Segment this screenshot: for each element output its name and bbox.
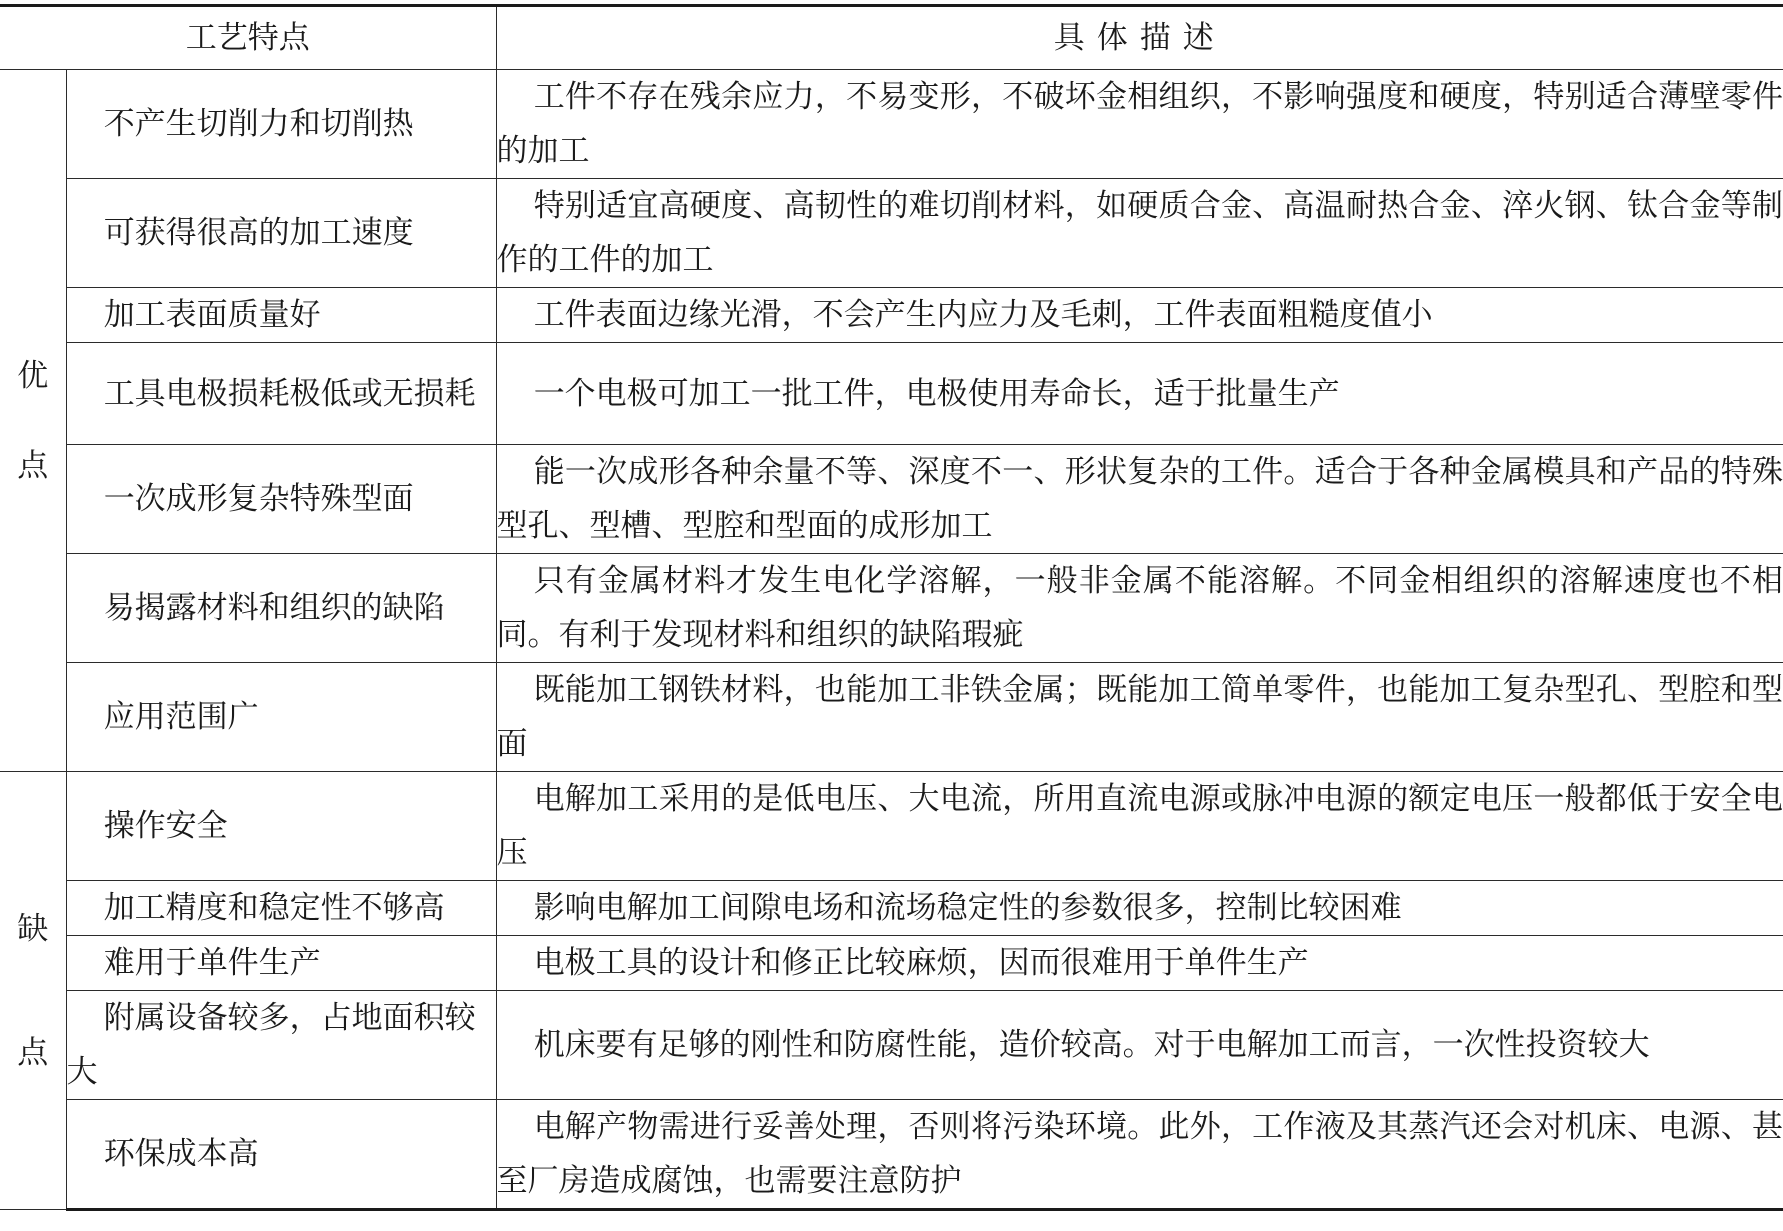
feature-cell: 加工精度和稳定性不够高 xyxy=(66,881,496,936)
group-label-char: 优 xyxy=(17,357,49,394)
feature-cell: 附属设备较多，占地面积较大 xyxy=(66,991,496,1100)
group-label-char: 点 xyxy=(17,447,49,484)
description-cell: 影响电解加工间隙电场和流场稳定性的参数很多，控制比较困难 xyxy=(496,881,1783,936)
table-row xyxy=(0,991,1783,1100)
header-row xyxy=(0,6,1783,70)
table-row xyxy=(0,936,1783,991)
feature-cell: 操作安全 xyxy=(66,772,496,881)
feature-cell: 不产生切削力和切削热 xyxy=(66,70,496,179)
header-description-label: 具体描述 xyxy=(1053,20,1226,56)
table-row xyxy=(0,445,1783,554)
table-row xyxy=(0,663,1783,772)
table-row xyxy=(0,343,1783,445)
description-cell: 机床要有足够的刚性和防腐性能，造价较高。对于电解加工而言，一次性投资较大 xyxy=(496,991,1783,1100)
process-characteristics-table xyxy=(0,4,1783,1211)
group-label-disadvantages xyxy=(0,772,66,1210)
group-label-char: 缺 xyxy=(17,910,49,947)
description-cell: 电解产物需进行妥善处理，否则将污染环境。此外，工作液及其蒸汽还会对机床、电源、甚至厂房造成腐蚀，也需要注意防护 xyxy=(496,1100,1783,1210)
feature-cell: 可获得很高的加工速度 xyxy=(66,179,496,288)
description-cell: 特别适宜高硬度、高韧性的难切削材料，如硬质合金、高温耐热合金、淬火钢、钛合金等制作的工件的加工 xyxy=(496,179,1783,288)
table-row xyxy=(0,179,1783,288)
feature-cell: 应用范围广 xyxy=(66,663,496,772)
table-row xyxy=(0,70,1783,179)
feature-cell: 易揭露材料和组织的缺陷 xyxy=(66,554,496,663)
table-row xyxy=(0,1100,1783,1210)
group-label-advantages xyxy=(0,70,66,772)
header-description xyxy=(496,6,1783,70)
table-row xyxy=(0,881,1783,936)
description-cell: 只有金属材料才发生电化学溶解，一般非金属不能溶解。不同金相组织的溶解速度也不相同。有利于发现材料和组织的缺陷瑕疵 xyxy=(496,554,1783,663)
description-cell: 电极工具的设计和修正比较麻烦，因而很难用于单件生产 xyxy=(496,936,1783,991)
table-row xyxy=(0,288,1783,343)
feature-cell: 工具电极损耗极低或无损耗 xyxy=(66,343,496,445)
description-cell: 工件表面边缘光滑，不会产生内应力及毛刺，工件表面粗糙度值小 xyxy=(496,288,1783,343)
feature-cell: 一次成形复杂特殊型面 xyxy=(66,445,496,554)
header-feature: 工艺特点 xyxy=(0,6,496,70)
feature-cell: 环保成本高 xyxy=(66,1100,496,1210)
table-row xyxy=(0,772,1783,881)
feature-cell: 难用于单件生产 xyxy=(66,936,496,991)
table-row xyxy=(0,554,1783,663)
group-label-char: 点 xyxy=(17,1034,49,1071)
description-cell: 能一次成形各种余量不等、深度不一、形状复杂的工件。适合于各种金属模具和产品的特殊型孔、型槽、型腔和型面的成形加工 xyxy=(496,445,1783,554)
description-cell: 既能加工钢铁材料，也能加工非铁金属；既能加工简单零件，也能加工复杂型孔、型腔和型面 xyxy=(496,663,1783,772)
description-cell: 一个电极可加工一批工件，电极使用寿命长，适于批量生产 xyxy=(496,343,1783,445)
description-cell: 工件不存在残余应力，不易变形，不破坏金相组织，不影响强度和硬度，特别适合薄壁零件的加工 xyxy=(496,70,1783,179)
description-cell: 电解加工采用的是低电压、大电流，所用直流电源或脉冲电源的额定电压一般都低于安全电压 xyxy=(496,772,1783,881)
feature-cell: 加工表面质量好 xyxy=(66,288,496,343)
